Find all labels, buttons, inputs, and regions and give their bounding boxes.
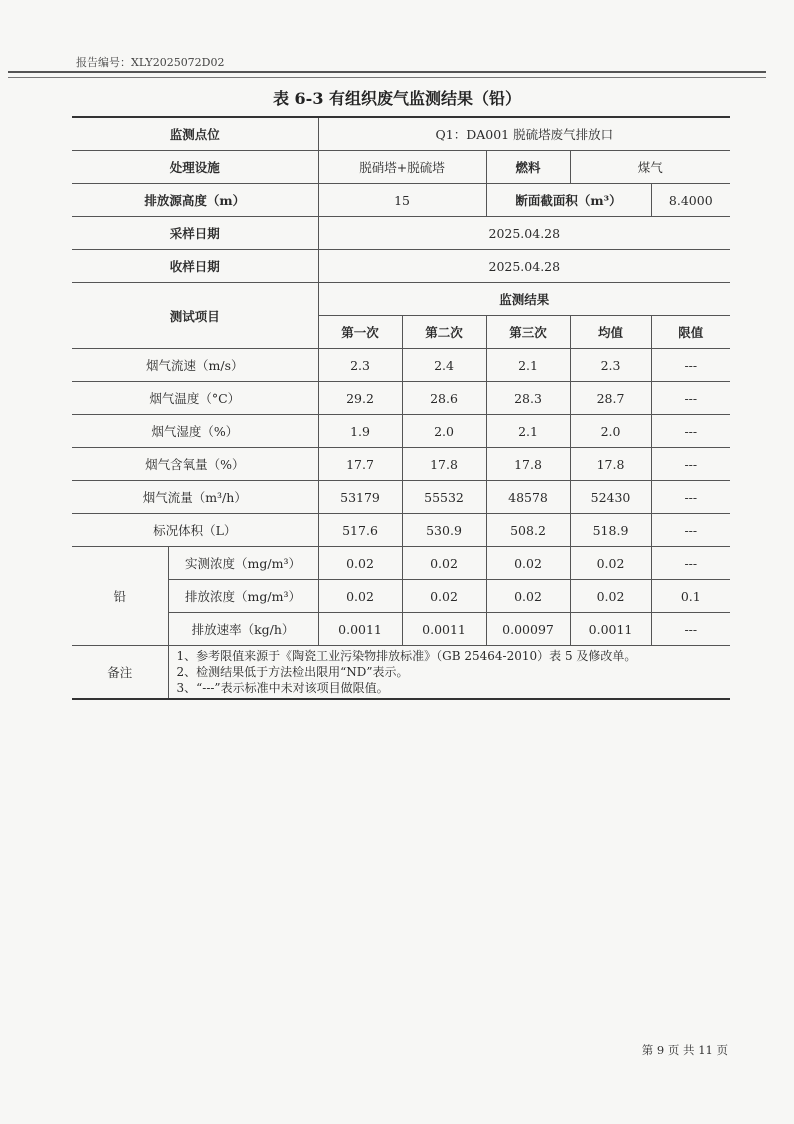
notes-label: 备注: [72, 646, 168, 700]
value-limit: 0.1: [651, 580, 730, 613]
value-2: 2.4: [402, 349, 486, 382]
table-row: [72, 613, 730, 646]
param-name: 排放速率（kg/h）: [168, 613, 318, 646]
area-label: 断面截面积（m³）: [486, 184, 651, 217]
col-header-3: 第三次: [486, 316, 570, 349]
row-monitoring-point: [72, 117, 730, 151]
value-3: 0.02: [486, 580, 570, 613]
param-name: 烟气湿度（%）: [72, 415, 318, 448]
param-name: 烟气温度（°C）: [72, 382, 318, 415]
value-2: 17.8: [402, 448, 486, 481]
param-name: 实测浓度（mg/m³）: [168, 547, 318, 580]
table-title: 表 6-3 有组织废气监测结果（铅）: [272, 89, 522, 108]
value-2: 530.9: [402, 514, 486, 547]
table-row: [72, 382, 730, 415]
value-avg: 17.8: [570, 448, 651, 481]
row-treatment: [72, 151, 730, 184]
value-1: 0.0011: [318, 613, 402, 646]
value-3: 508.2: [486, 514, 570, 547]
area-value: 8.4000: [651, 184, 730, 217]
value-avg: 2.0: [570, 415, 651, 448]
value-1: 0.02: [318, 580, 402, 613]
value-avg: 52430: [570, 481, 651, 514]
value-limit: ---: [651, 613, 730, 646]
table-row: [72, 415, 730, 448]
value-1: 2.3: [318, 349, 402, 382]
table-row: [72, 481, 730, 514]
param-name: 排放浓度（mg/m³）: [168, 580, 318, 613]
table-row: [72, 349, 730, 382]
col-header-2: 第二次: [402, 316, 486, 349]
value-avg: 2.3: [570, 349, 651, 382]
value-3: 0.00097: [486, 613, 570, 646]
value-2: 55532: [402, 481, 486, 514]
note-line: 3、“---”表示标准中未对该项目做限值。: [176, 681, 389, 695]
note-line: 1、参考限值来源于《陶瓷工业污染物排放标准》（GB 25464-2010）表 5 及修改单。: [176, 649, 637, 663]
value-limit: ---: [651, 415, 730, 448]
row-receiving-date: [72, 250, 730, 283]
value-3: 0.02: [486, 547, 570, 580]
value-1: 53179: [318, 481, 402, 514]
value-1: 517.6: [318, 514, 402, 547]
report-number: 报告编号：XLY2025072D02: [76, 56, 225, 69]
value-3: 48578: [486, 481, 570, 514]
col-header-limit: 限值: [651, 316, 730, 349]
receiving-date-value: 2025.04.28: [318, 250, 730, 283]
value-limit: ---: [651, 547, 730, 580]
notes-row: [72, 646, 730, 700]
table-row: [72, 514, 730, 547]
value-2: 0.02: [402, 580, 486, 613]
height-value: 15: [318, 184, 486, 217]
value-3: 2.1: [486, 415, 570, 448]
fuel-value: 煤气: [570, 151, 730, 184]
treatment-value: 脱硝塔+脱硫塔: [318, 151, 486, 184]
value-3: 2.1: [486, 349, 570, 382]
sampling-date-value: 2025.04.28: [318, 217, 730, 250]
param-name: 烟气含氧量（%）: [72, 448, 318, 481]
value-avg: 28.7: [570, 382, 651, 415]
header-rule: [8, 71, 766, 78]
value-avg: 0.02: [570, 547, 651, 580]
height-label: 排放源高度（m）: [72, 184, 318, 217]
value-limit: ---: [651, 514, 730, 547]
note-line: 2、检测结果低于方法检出限用“ND”表示。: [176, 665, 409, 679]
value-2: 28.6: [402, 382, 486, 415]
table-row: [72, 580, 730, 613]
notes-content: [168, 646, 730, 700]
col-header-avg: 均值: [570, 316, 651, 349]
value-1: 0.02: [318, 547, 402, 580]
value-limit: ---: [651, 448, 730, 481]
monitoring-point-value: Q1：DA001 脱硫塔废气排放口: [318, 117, 730, 151]
param-name: 标况体积（L）: [72, 514, 318, 547]
value-avg: 0.02: [570, 580, 651, 613]
value-limit: ---: [651, 349, 730, 382]
value-2: 0.02: [402, 547, 486, 580]
table-row: [72, 547, 730, 580]
row-height-area: [72, 184, 730, 217]
results-label: 监测结果: [318, 283, 730, 316]
value-3: 28.3: [486, 382, 570, 415]
value-limit: ---: [651, 481, 730, 514]
value-1: 1.9: [318, 415, 402, 448]
monitoring-results-table: [72, 116, 730, 700]
monitoring-point-label: 监测点位: [72, 117, 318, 151]
value-3: 17.8: [486, 448, 570, 481]
value-1: 29.2: [318, 382, 402, 415]
treatment-label: 处理设施: [72, 151, 318, 184]
value-limit: ---: [651, 382, 730, 415]
sampling-date-label: 采样日期: [72, 217, 318, 250]
value-1: 17.7: [318, 448, 402, 481]
table-row: [72, 448, 730, 481]
value-2: 0.0011: [402, 613, 486, 646]
value-avg: 518.9: [570, 514, 651, 547]
param-name: 烟气流量（m³/h）: [72, 481, 318, 514]
value-avg: 0.0011: [570, 613, 651, 646]
page-number: 第 9 页 共 11 页: [641, 1043, 728, 1057]
value-2: 2.0: [402, 415, 486, 448]
param-name: 烟气流速（m/s）: [72, 349, 318, 382]
lead-label: 铅: [72, 547, 168, 646]
row-sampling-date: [72, 217, 730, 250]
test-item-label: 测试项目: [72, 283, 318, 349]
fuel-label: 燃料: [486, 151, 570, 184]
receiving-date-label: 收样日期: [72, 250, 318, 283]
col-header-1: 第一次: [318, 316, 402, 349]
row-results-header: [72, 283, 730, 316]
